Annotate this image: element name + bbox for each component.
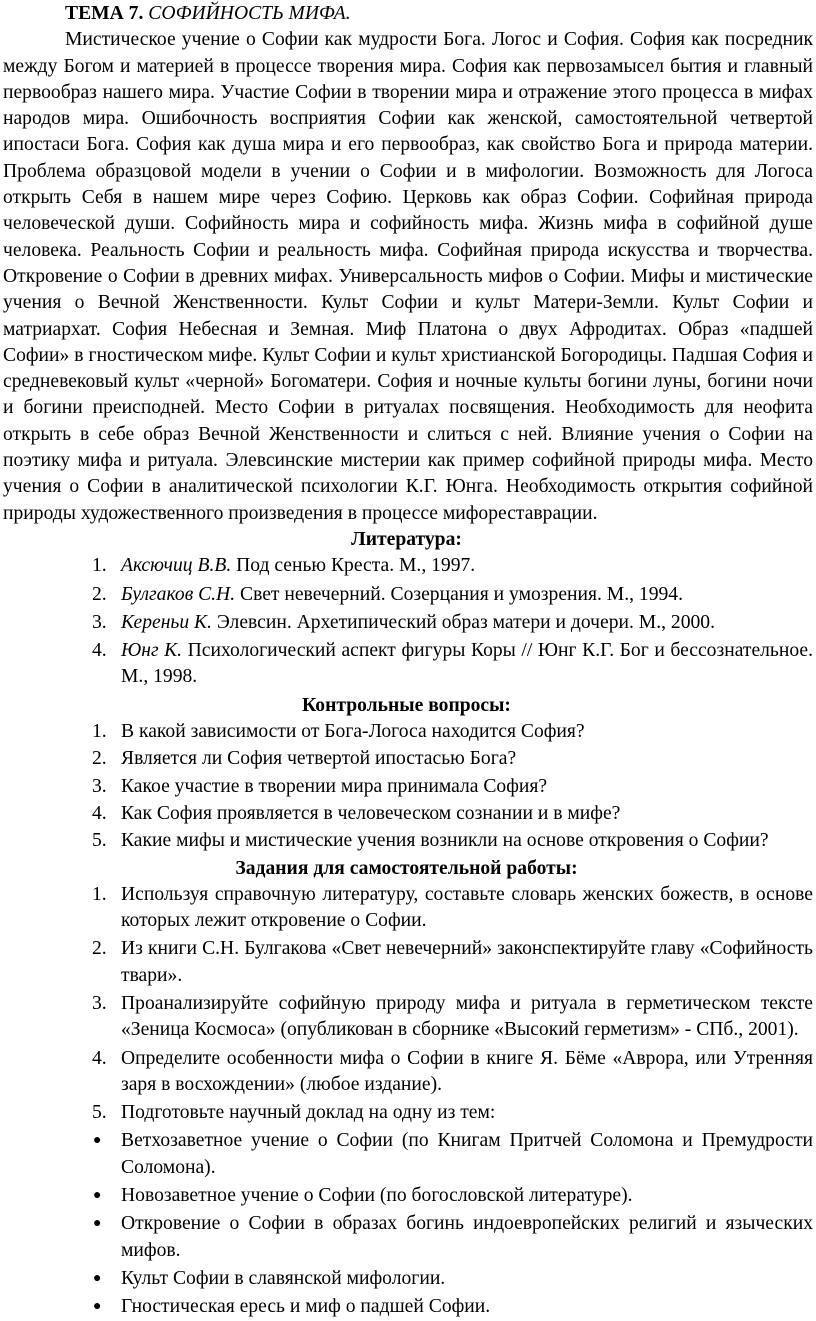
list-number: 4. [92, 802, 107, 824]
task-text: Из книги С.Н. Булгакова «Свет невечерний» законспектируйте главу «Софийность твари». [121, 938, 813, 986]
report-topic-item [0, 1211, 813, 1264]
report-topic-item [0, 1128, 813, 1181]
literature-author: Булгаков С.Н. [121, 583, 236, 605]
list-number: 4. [92, 640, 107, 662]
list-number: 1. [92, 721, 107, 743]
literature-item [0, 610, 813, 636]
bullet-icon: ● [93, 1188, 102, 1204]
question-item [0, 801, 813, 827]
literature-author: Юнг К. [121, 640, 183, 662]
question-item [0, 828, 813, 854]
literature-author: Кереньи К. [121, 611, 212, 633]
questions-heading: Контрольные вопросы: [302, 694, 511, 716]
literature-title: Под сенью Креста. М., 1997. [231, 555, 476, 577]
tasks-list [0, 882, 813, 1127]
list-number: 2. [92, 938, 107, 960]
literature-heading: Литература: [351, 528, 462, 550]
report-topic-text: Гностическая ересь и миф о падшей Софии. [121, 1296, 491, 1318]
task-text: Используя справочную литературу, составьте словарь женских божеств, в основе которых лежит откровение о Софии. [121, 883, 813, 932]
bullet-icon: ● [93, 1216, 102, 1232]
question-text: Является ли София четвертой ипостасью Бога? [121, 748, 517, 770]
bullet-icon: ● [93, 1299, 102, 1315]
list-number: 1. [92, 555, 107, 577]
question-item [0, 719, 813, 745]
topic-number: ТЕМА 7. [65, 3, 144, 24]
task-text: Подготовьте научный доклад на одну из тем: [121, 1102, 496, 1124]
task-item [0, 1100, 813, 1126]
report-topic-text: Ветхозаветное учение о Софии (по Книгам Притчей Соломона и Премудрости Соломона). [121, 1130, 813, 1178]
task-text: Определите особенности мифа о Софии в книге Я. Бёме «Аврора, или Утренняя заря в восхождении» (любое издание). [121, 1047, 813, 1095]
list-number: 3. [92, 775, 107, 797]
question-text: Какое участие в творении мира принимала София? [121, 775, 548, 797]
list-number: 3. [92, 611, 107, 633]
bullet-icon: ● [93, 1270, 102, 1286]
task-item [0, 882, 813, 935]
bullet-icon: ● [93, 1133, 102, 1149]
question-text: Какие мифы и мистические учения возникли на основе откровения о Софии? [121, 830, 769, 852]
literature-author: Аксючиц В.В. [121, 555, 232, 577]
list-number: 3. [92, 992, 107, 1014]
literature-item [0, 582, 813, 608]
question-item [0, 746, 813, 772]
topic-title [65, 0, 813, 27]
report-topic-item [0, 1294, 813, 1320]
literature-title: Свет невечерний. Созерцания и умозрения. М., 1994. [235, 583, 684, 605]
question-item [0, 774, 813, 800]
literature-item [0, 638, 813, 691]
list-number: 5. [92, 830, 107, 852]
report-topic-item [0, 1266, 813, 1292]
topic-description: Мистическое учение о Софии как мудрости Бога. Логос и София. София как посредник между Богом и материей в процессе творения мира. София как первозамысел бытия и главный первообраз нашего мира. Участие Софии в творении мира и отражение этого процесса в мифах народов мира. Ошибочность восприятия Софии как женской, самостоятельной четвертой ипостаси Бога. София как душа мира и его первообраз, как свойство Бога и природа материи. Проблема образцовой модели в учении о Софии и в мифологии. Возможность для Логоса открыть Себя в нашем мире через Софию. Церковь как образ Софии. Софийная природа человеческой души. Софийность мира и софийность мифа. Жизнь мифа в софийной душе человека. Реальность Софии и реальность мифа. Софийная природа искусства и творчества. Откровение о Софии в древних мифах. Универсальность мифов о Софии. Мифы и мистические учения о Вечной Женственности. Культ Софии и культ Матери-Земли. Культ Софии и матриархат. София Небесная и Земная. Миф Платона о двух Афродитах. Образ «падшей Софии» в гностическом мифе. Культ Софии и культ христианской Богородицы. Падшая София и средневековый культ «черной» Богоматери. София и ночные культы богини луны, богини ночи и богини преисподней. Место Софии в ритуалах посвящения. Необходимость для неофита открыть в себе образ Вечной Женственности и слиться с ней. Влияние учения о Софии на поэтику мифа и ритуала. Элевсинские мистерии как пример софийной природы мифа. Место учения о Софии в аналитической психологии К.Г. Юнга. Необходимость открытия софийной природы художественного произведения в процессе мифореставрации. [3, 29, 813, 524]
question-text: Как София проявляется в человеческом сознании и в мифе? [121, 802, 621, 824]
topic-name: СОФИЙНОСТЬ МИФА. [148, 3, 351, 24]
report-topic-text: Культ Софии в славянской мифологии. [121, 1267, 446, 1289]
literature-title: Психологический аспект фигуры Коры // Юнг К.Г. Бог и бессознательное. М., 1998. [121, 640, 813, 688]
list-number: 5. [92, 1102, 107, 1124]
report-topic-text: Новозаветное учение о Софии (по богословской литературе). [121, 1185, 633, 1207]
task-text: Проанализируйте софийную природу мифа и ритуала в герметическом тексте «Зеница Космоса» (опубликован в сборнике «Высокий герметизм» - СПб., 2001). [121, 992, 813, 1041]
list-number: 4. [92, 1047, 107, 1069]
report-topic-item [0, 1183, 813, 1209]
literature-list [0, 553, 813, 690]
list-number: 2. [92, 748, 107, 770]
questions-list [0, 719, 813, 854]
task-item [0, 1046, 813, 1099]
list-number: 2. [92, 583, 107, 605]
list-number: 1. [92, 883, 107, 905]
literature-title: Элевсин. Архетипический образ матери и дочери. М., 2000. [211, 611, 715, 633]
task-item [0, 936, 813, 989]
report-topics-list [0, 1128, 813, 1320]
tasks-heading: Задания для самостоятельной работы: [235, 857, 578, 879]
question-text: В какой зависимости от Бога-Логоса находится София? [121, 721, 585, 743]
task-item [0, 991, 813, 1044]
report-topic-text: Откровение о Софии в образах богинь индоевропейских религий и языческих мифов. [121, 1213, 813, 1261]
literature-item [0, 553, 813, 579]
